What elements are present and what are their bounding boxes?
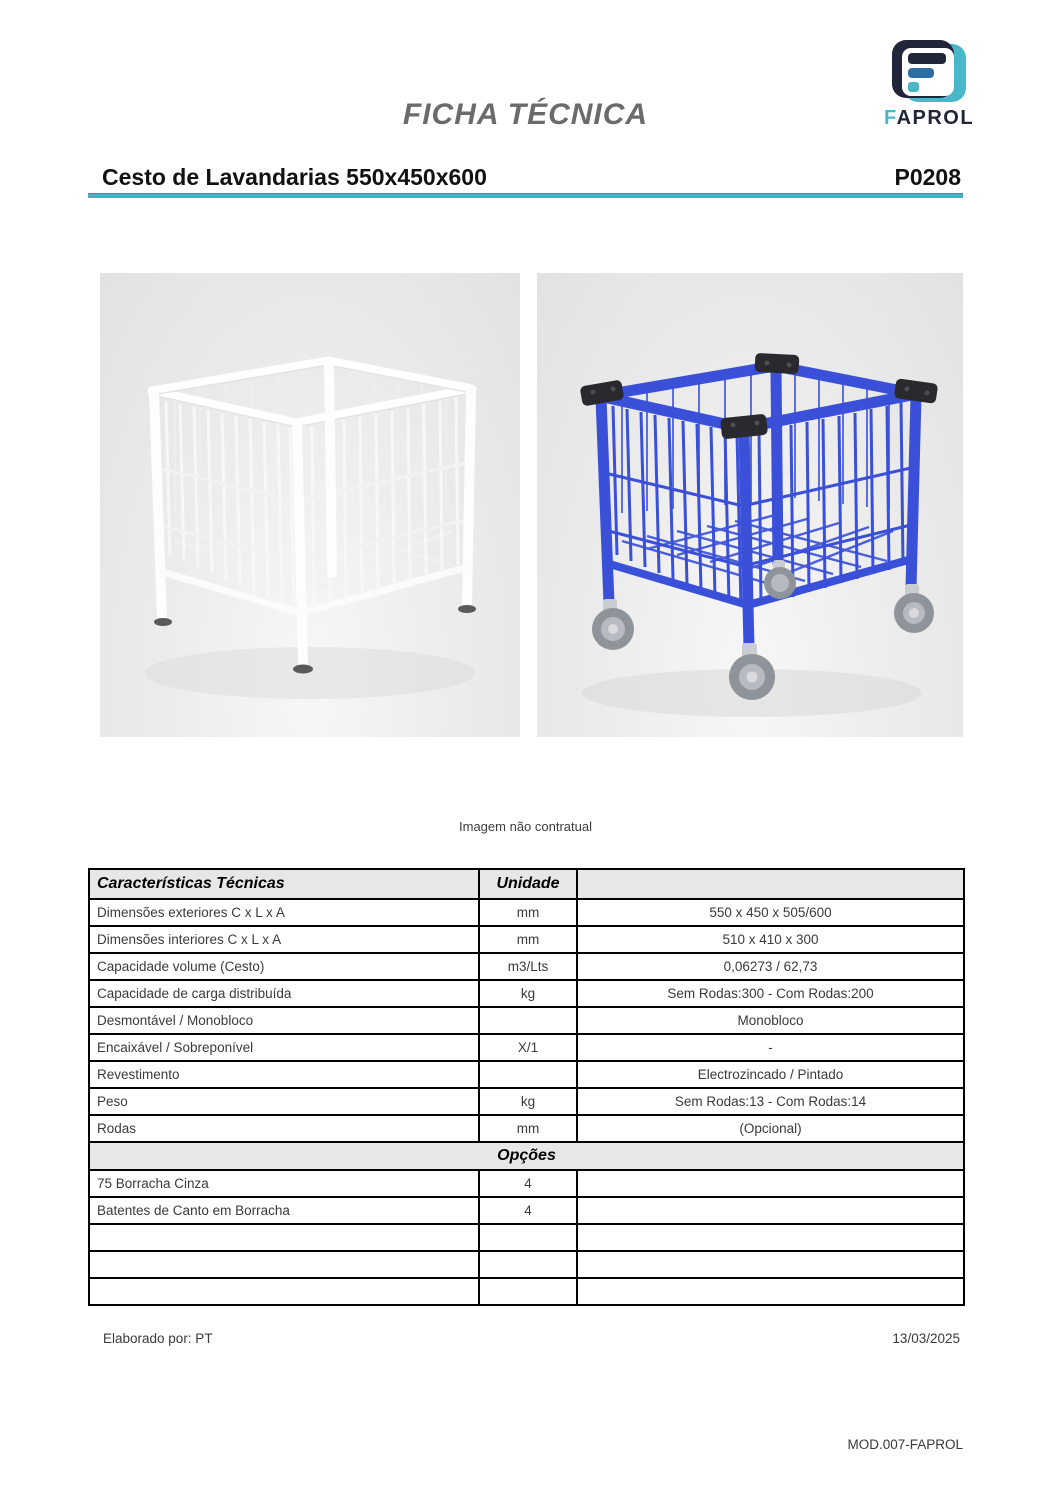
row-label: Capacidade volume (Cesto) xyxy=(89,953,479,980)
row-unit: kg xyxy=(479,1088,577,1115)
option-value xyxy=(577,1278,964,1305)
options-section-header xyxy=(89,1142,964,1170)
product-header xyxy=(88,164,963,192)
row-label: Desmontável / Monobloco xyxy=(89,1007,479,1034)
image-disclaimer: Imagem não contratual xyxy=(459,819,592,834)
option-label xyxy=(89,1278,479,1305)
document-reference: MOD.007-FAPROL xyxy=(847,1437,963,1452)
white-cart-illustration xyxy=(100,273,520,737)
options-header-label: Opções xyxy=(89,1142,964,1170)
header-unidade: Unidade xyxy=(479,869,577,899)
table-row xyxy=(89,953,964,980)
row-value: 0,06273 / 62,73 xyxy=(577,953,964,980)
row-unit: mm xyxy=(479,926,577,953)
row-label: Dimensões exteriores C x L x A xyxy=(89,899,479,926)
row-value: 550 x 450 x 505/600 xyxy=(577,899,964,926)
option-row-empty xyxy=(89,1224,964,1251)
option-value xyxy=(577,1170,964,1197)
product-image-blue-cart xyxy=(537,273,963,737)
row-label: Capacidade de carga distribuída xyxy=(89,980,479,1007)
table-row xyxy=(89,980,964,1007)
row-unit: X/1 xyxy=(479,1034,577,1061)
brand-letter-f: F xyxy=(883,107,897,129)
header-values xyxy=(577,869,964,899)
option-value xyxy=(577,1197,964,1224)
product-code: P0208 xyxy=(894,164,961,190)
option-qty: 4 xyxy=(479,1170,577,1197)
row-unit: m3/Lts xyxy=(479,953,577,980)
table-row xyxy=(89,899,964,926)
faprol-logo-mark-svg xyxy=(890,38,968,104)
option-row-empty xyxy=(89,1278,964,1305)
option-label: 75 Borracha Cinza xyxy=(89,1170,479,1197)
table-row xyxy=(89,1061,964,1088)
option-qty xyxy=(479,1278,577,1305)
row-label: Revestimento xyxy=(89,1061,479,1088)
row-label: Rodas xyxy=(89,1115,479,1142)
option-row xyxy=(89,1170,964,1197)
option-row xyxy=(89,1197,964,1224)
row-value: (Opcional) xyxy=(577,1115,964,1142)
document-date: 13/03/2025 xyxy=(892,1331,960,1346)
table-row xyxy=(89,1007,964,1034)
spec-table-header-row xyxy=(89,869,964,899)
blue-cart-illustration xyxy=(537,273,963,737)
table-row xyxy=(89,1088,964,1115)
row-unit xyxy=(479,1061,577,1088)
row-unit: kg xyxy=(479,980,577,1007)
accent-divider xyxy=(88,193,963,198)
row-label: Dimensões interiores C x L x A xyxy=(89,926,479,953)
row-value: Monobloco xyxy=(577,1007,964,1034)
table-row xyxy=(89,926,964,953)
header-caracteristicas: Características Técnicas xyxy=(89,869,479,899)
faprol-logo-icon xyxy=(890,38,968,104)
elaborated-by: Elaborado por: PT xyxy=(103,1331,213,1346)
table-row xyxy=(89,1115,964,1142)
row-value: Electrozincado / Pintado xyxy=(577,1061,964,1088)
option-qty: 4 xyxy=(479,1197,577,1224)
row-value: 510 x 410 x 300 xyxy=(577,926,964,953)
row-unit xyxy=(479,1007,577,1034)
row-value: - xyxy=(577,1034,964,1061)
row-unit: mm xyxy=(479,1115,577,1142)
brand-letters-aprol: APROL xyxy=(896,107,975,129)
option-row-empty xyxy=(89,1251,964,1278)
option-label xyxy=(89,1224,479,1251)
option-qty xyxy=(479,1224,577,1251)
option-value xyxy=(577,1224,964,1251)
option-qty xyxy=(479,1251,577,1278)
option-label xyxy=(89,1251,479,1278)
document-title: FICHA TÉCNICA xyxy=(402,98,649,131)
row-value: Sem Rodas:300 - Com Rodas:200 xyxy=(577,980,964,1007)
row-label: Peso xyxy=(89,1088,479,1115)
row-label: Encaixável / Sobreponível xyxy=(89,1034,479,1061)
product-name: Cesto de Lavandarias 550x450x600 xyxy=(102,164,487,190)
spec-table xyxy=(88,868,965,1306)
table-row xyxy=(89,1034,964,1061)
product-image-white-cart xyxy=(100,273,520,737)
option-label: Batentes de Canto em Borracha xyxy=(89,1197,479,1224)
row-value: Sem Rodas:13 - Com Rodas:14 xyxy=(577,1088,964,1115)
row-unit: mm xyxy=(479,899,577,926)
option-value xyxy=(577,1251,964,1278)
